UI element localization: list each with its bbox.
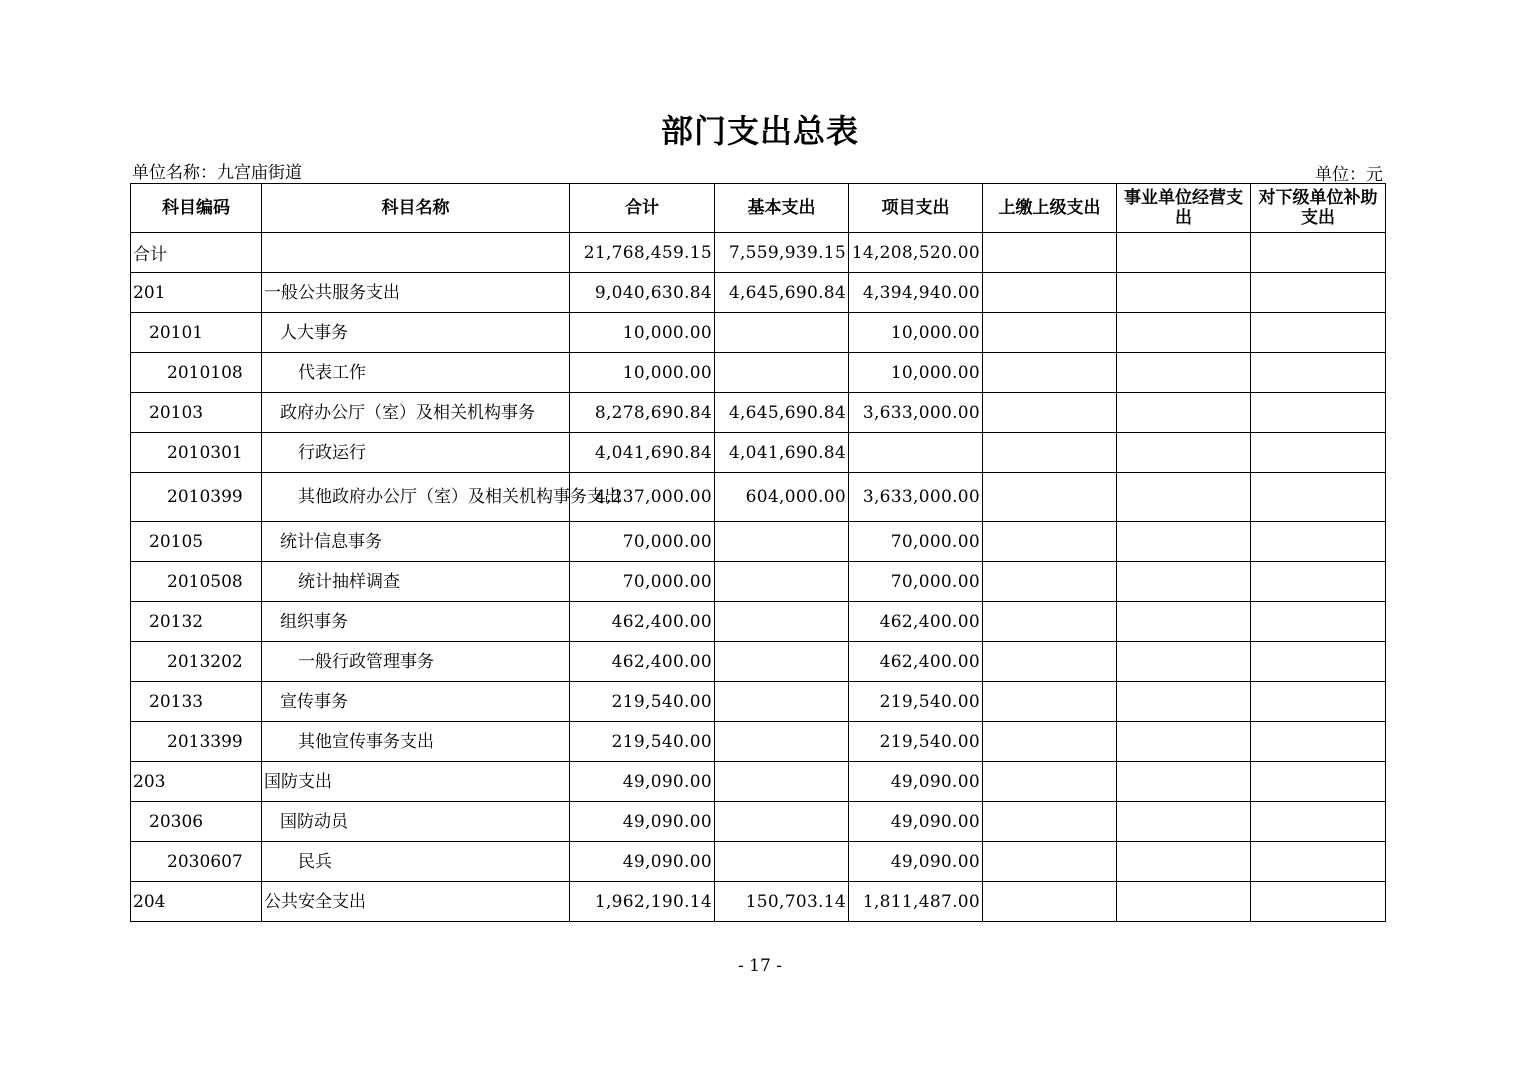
- cell-subject-code: 2010108: [131, 353, 262, 393]
- cell-project-expenditure: 70,000.00: [849, 562, 983, 602]
- cell-subject-name: 人大事务: [262, 313, 570, 353]
- cell-total: 70,000.00: [570, 522, 715, 562]
- cell-basic-expenditure: [715, 842, 849, 882]
- cell-subject-code: 20105: [131, 522, 262, 562]
- cell-institution-operating: [1117, 433, 1251, 473]
- cell-project-expenditure: 219,540.00: [849, 682, 983, 722]
- cell-institution-operating: [1117, 522, 1251, 562]
- cell-basic-expenditure: [715, 353, 849, 393]
- cell-project-expenditure: 70,000.00: [849, 522, 983, 562]
- table-row: [131, 313, 1386, 353]
- cell-basic-expenditure: 4,645,690.84: [715, 393, 849, 433]
- cell-subsidy-to-subordinate: [1251, 473, 1386, 522]
- cell-institution-operating: [1117, 682, 1251, 722]
- cell-subsidy-to-subordinate: [1251, 313, 1386, 353]
- cell-remit-to-superior: [983, 233, 1117, 273]
- cell-subject-code: 2010301: [131, 433, 262, 473]
- cell-total: 49,090.00: [570, 802, 715, 842]
- cell-basic-expenditure: 7,559,939.15: [715, 233, 849, 273]
- cell-subject-name: 国防支出: [262, 762, 570, 802]
- cell-total: 49,090.00: [570, 762, 715, 802]
- table-row: [131, 802, 1386, 842]
- cell-project-expenditure: 1,811,487.00: [849, 882, 983, 922]
- cell-basic-expenditure: [715, 562, 849, 602]
- cell-project-expenditure: 49,090.00: [849, 842, 983, 882]
- cell-subject-code: 20132: [131, 602, 262, 642]
- currency-unit-label: 单位：元: [1315, 165, 1383, 185]
- cell-total: 10,000.00: [570, 353, 715, 393]
- cell-subsidy-to-subordinate: [1251, 722, 1386, 762]
- cell-remit-to-superior: [983, 562, 1117, 602]
- cell-project-expenditure: 3,633,000.00: [849, 473, 983, 522]
- page-number: - 17 -: [738, 956, 782, 976]
- table-row: [131, 842, 1386, 882]
- cell-basic-expenditure: [715, 522, 849, 562]
- cell-subject-code: 20101: [131, 313, 262, 353]
- cell-project-expenditure: 10,000.00: [849, 313, 983, 353]
- cell-subject-name: 其他宣传事务支出: [262, 722, 570, 762]
- table-body: [131, 233, 1386, 922]
- cell-basic-expenditure: 4,041,690.84: [715, 433, 849, 473]
- cell-subsidy-to-subordinate: [1251, 433, 1386, 473]
- table-row: [131, 882, 1386, 922]
- cell-remit-to-superior: [983, 353, 1117, 393]
- cell-total: 9,040,630.84: [570, 273, 715, 313]
- cell-basic-expenditure: 4,645,690.84: [715, 273, 849, 313]
- cell-basic-expenditure: [715, 762, 849, 802]
- cell-total: 462,400.00: [570, 642, 715, 682]
- cell-remit-to-superior: [983, 722, 1117, 762]
- cell-subsidy-to-subordinate: [1251, 882, 1386, 922]
- cell-subject-name: 国防动员: [262, 802, 570, 842]
- cell-project-expenditure: 462,400.00: [849, 602, 983, 642]
- cell-institution-operating: [1117, 842, 1251, 882]
- cell-remit-to-superior: [983, 433, 1117, 473]
- cell-subsidy-to-subordinate: [1251, 522, 1386, 562]
- cell-remit-to-superior: [983, 642, 1117, 682]
- table-row: [131, 433, 1386, 473]
- table-row: [131, 762, 1386, 802]
- cell-subject-name: [262, 233, 570, 273]
- cell-remit-to-superior: [983, 762, 1117, 802]
- table-row: [131, 353, 1386, 393]
- expenditure-table: [130, 183, 1386, 922]
- table-row: [131, 562, 1386, 602]
- cell-subsidy-to-subordinate: [1251, 233, 1386, 273]
- cell-basic-expenditure: [715, 602, 849, 642]
- cell-institution-operating: [1117, 233, 1251, 273]
- page-title: 部门支出总表: [660, 112, 859, 150]
- cell-institution-operating: [1117, 313, 1251, 353]
- cell-project-expenditure: 49,090.00: [849, 762, 983, 802]
- table-row: [131, 522, 1386, 562]
- cell-subsidy-to-subordinate: [1251, 762, 1386, 802]
- cell-remit-to-superior: [983, 842, 1117, 882]
- cell-basic-expenditure: 604,000.00: [715, 473, 849, 522]
- cell-total: 219,540.00: [570, 722, 715, 762]
- cell-remit-to-superior: [983, 313, 1117, 353]
- cell-basic-expenditure: [715, 642, 849, 682]
- cell-subsidy-to-subordinate: [1251, 562, 1386, 602]
- cell-subject-name: 组织事务: [262, 602, 570, 642]
- unit-name-label: 单位名称：九宫庙街道: [132, 163, 302, 183]
- cell-subsidy-to-subordinate: [1251, 353, 1386, 393]
- table-row: [131, 393, 1386, 433]
- cell-institution-operating: [1117, 762, 1251, 802]
- cell-project-expenditure: 3,633,000.00: [849, 393, 983, 433]
- cell-institution-operating: [1117, 602, 1251, 642]
- cell-subject-code: 20103: [131, 393, 262, 433]
- cell-remit-to-superior: [983, 882, 1117, 922]
- cell-remit-to-superior: [983, 802, 1117, 842]
- cell-subsidy-to-subordinate: [1251, 802, 1386, 842]
- cell-subsidy-to-subordinate: [1251, 682, 1386, 722]
- cell-subject-code: 201: [131, 273, 262, 313]
- cell-project-expenditure: 462,400.00: [849, 642, 983, 682]
- cell-subject-name: 代表工作: [262, 353, 570, 393]
- cell-subject-name: 一般公共服务支出: [262, 273, 570, 313]
- cell-basic-expenditure: [715, 722, 849, 762]
- cell-remit-to-superior: [983, 522, 1117, 562]
- header-institution-operating: 事业单位经营支出: [1117, 184, 1251, 233]
- cell-project-expenditure: 4,394,940.00: [849, 273, 983, 313]
- cell-subject-code: 2013399: [131, 722, 262, 762]
- header-subject-name: 科目名称: [262, 184, 570, 233]
- header-project-expenditure: 项目支出: [849, 184, 983, 233]
- cell-institution-operating: [1117, 353, 1251, 393]
- table-row: [131, 682, 1386, 722]
- cell-project-expenditure: 10,000.00: [849, 353, 983, 393]
- cell-subject-name: 宣传事务: [262, 682, 570, 722]
- cell-total: 4,041,690.84: [570, 433, 715, 473]
- cell-subject-code: 2010399: [131, 473, 262, 522]
- cell-subject-name: 行政运行: [262, 433, 570, 473]
- cell-institution-operating: [1117, 473, 1251, 522]
- cell-subsidy-to-subordinate: [1251, 842, 1386, 882]
- cell-subsidy-to-subordinate: [1251, 393, 1386, 433]
- cell-project-expenditure: 49,090.00: [849, 802, 983, 842]
- cell-project-expenditure: 219,540.00: [849, 722, 983, 762]
- cell-subject-code: 2013202: [131, 642, 262, 682]
- cell-subject-name: 统计抽样调查: [262, 562, 570, 602]
- header-subject-code: 科目编码: [131, 184, 262, 233]
- cell-subject-code: 20133: [131, 682, 262, 722]
- cell-institution-operating: [1117, 642, 1251, 682]
- table-row: [131, 642, 1386, 682]
- cell-remit-to-superior: [983, 682, 1117, 722]
- cell-remit-to-superior: [983, 473, 1117, 522]
- cell-subject-code: 2030607: [131, 842, 262, 882]
- cell-total: 10,000.00: [570, 313, 715, 353]
- cell-institution-operating: [1117, 802, 1251, 842]
- header-basic-expenditure: 基本支出: [715, 184, 849, 233]
- cell-basic-expenditure: 150,703.14: [715, 882, 849, 922]
- cell-subject-name: 一般行政管理事务: [262, 642, 570, 682]
- table-header-row: [131, 184, 1386, 233]
- cell-subject-code: 204: [131, 882, 262, 922]
- cell-subject-name: 政府办公厅（室）及相关机构事务: [262, 393, 570, 433]
- header-remit-to-superior: 上缴上级支出: [983, 184, 1117, 233]
- table-row: [131, 233, 1386, 273]
- cell-subject-name: 其他政府办公厅（室）及相关机构事务支出: [262, 473, 570, 522]
- cell-remit-to-superior: [983, 393, 1117, 433]
- cell-institution-operating: [1117, 393, 1251, 433]
- cell-institution-operating: [1117, 882, 1251, 922]
- cell-subsidy-to-subordinate: [1251, 273, 1386, 313]
- cell-basic-expenditure: [715, 313, 849, 353]
- cell-institution-operating: [1117, 722, 1251, 762]
- header-subsidy-to-subordinate: 对下级单位补助支出: [1251, 184, 1386, 233]
- cell-total: 8,278,690.84: [570, 393, 715, 433]
- cell-total: 462,400.00: [570, 602, 715, 642]
- cell-subsidy-to-subordinate: [1251, 602, 1386, 642]
- cell-subject-name: 公共安全支出: [262, 882, 570, 922]
- cell-total: 70,000.00: [570, 562, 715, 602]
- cell-subsidy-to-subordinate: [1251, 642, 1386, 682]
- cell-remit-to-superior: [983, 273, 1117, 313]
- cell-remit-to-superior: [983, 602, 1117, 642]
- cell-subject-name: 民兵: [262, 842, 570, 882]
- cell-subject-name: 统计信息事务: [262, 522, 570, 562]
- cell-project-expenditure: [849, 433, 983, 473]
- table-row: [131, 602, 1386, 642]
- table-row: [131, 722, 1386, 762]
- cell-subject-code: 合计: [131, 233, 262, 273]
- table-row: [131, 273, 1386, 313]
- cell-institution-operating: [1117, 273, 1251, 313]
- cell-subject-code: 20306: [131, 802, 262, 842]
- header-total: 合计: [570, 184, 715, 233]
- cell-basic-expenditure: [715, 802, 849, 842]
- cell-total: 1,962,190.14: [570, 882, 715, 922]
- cell-subject-code: 203: [131, 762, 262, 802]
- cell-total: 4,237,000.00: [570, 473, 715, 522]
- table-row: [131, 473, 1386, 522]
- cell-basic-expenditure: [715, 682, 849, 722]
- cell-total: 49,090.00: [570, 842, 715, 882]
- cell-total: 219,540.00: [570, 682, 715, 722]
- cell-project-expenditure: 14,208,520.00: [849, 233, 983, 273]
- cell-institution-operating: [1117, 562, 1251, 602]
- cell-subject-code: 2010508: [131, 562, 262, 602]
- cell-total: 21,768,459.15: [570, 233, 715, 273]
